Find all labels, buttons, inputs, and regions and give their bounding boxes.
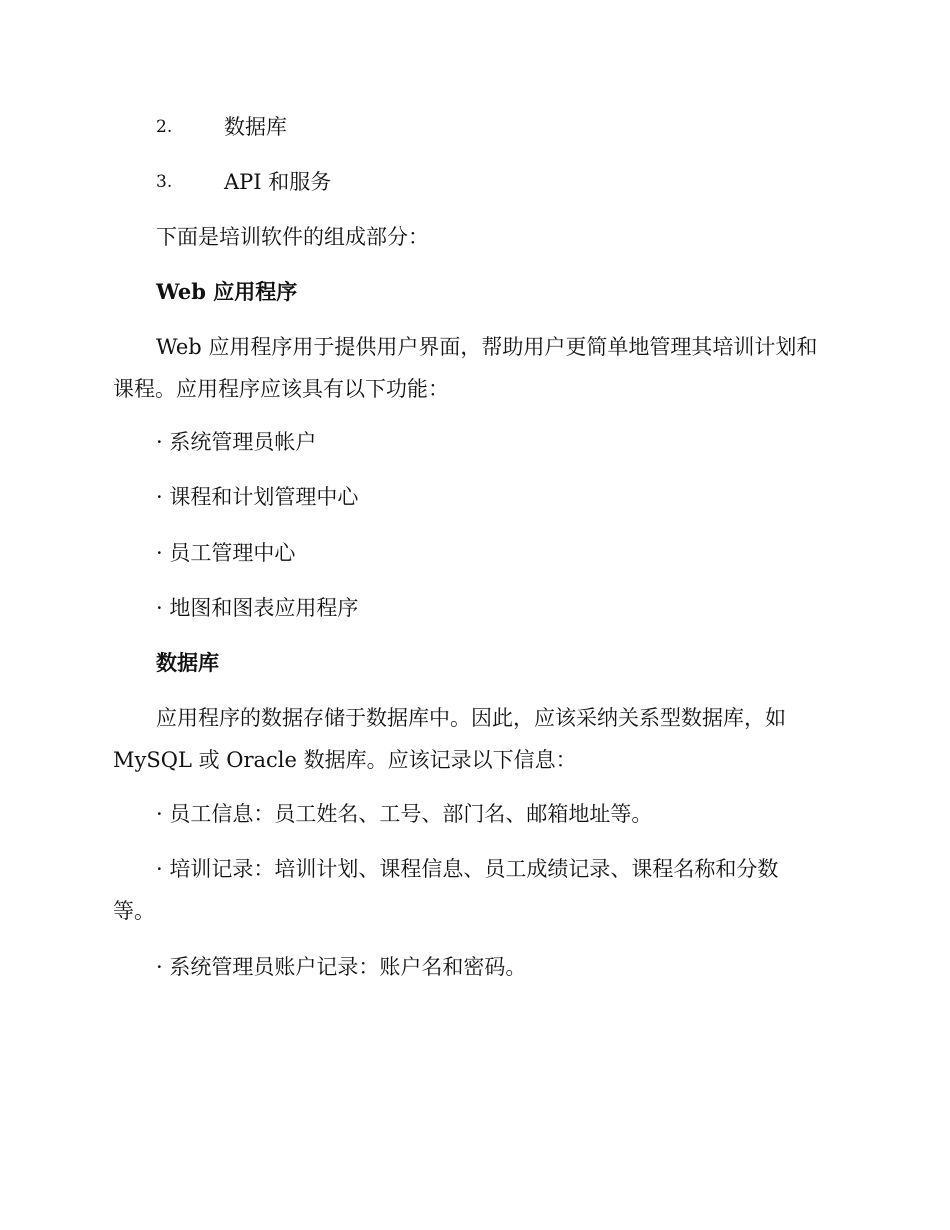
item-number: 3.: [156, 172, 173, 192]
item-number: 2.: [156, 117, 173, 137]
bullet-item: · 地图和图表应用程序: [156, 596, 359, 620]
item-text: 数据库: [224, 115, 287, 139]
bullet-item: · 系统管理员帐户: [156, 430, 317, 454]
bullet-item: · 系统管理员账户记录：账户名和密码。: [156, 955, 527, 979]
bullet-item-continuation: 等。: [113, 899, 155, 923]
item-text: API 和服务: [224, 170, 332, 194]
section-heading-web-app: Web 应用程序: [156, 279, 298, 304]
section-heading-database: 数据库: [156, 650, 219, 675]
paragraph-line: 应用程序的数据存储于数据库中。因此，应该采纳关系型数据库，如: [156, 706, 786, 730]
bullet-item: · 员工信息：员工姓名、工号、部门名、邮箱地址等。: [156, 802, 653, 826]
bullet-item: · 员工管理中心: [156, 541, 296, 565]
paragraph-line: Web 应用程序用于提供用户界面，帮助用户更简单地管理其培训计划和: [156, 335, 818, 359]
bullet-item: · 培训记录：培训计划、课程信息、员工成绩记录、课程名称和分数: [156, 857, 779, 881]
paragraph-line: 课程。应用程序应该具有以下功能：: [113, 377, 449, 401]
paragraph-line: MySQL 或 Oracle 数据库。应该记录以下信息：: [113, 748, 577, 772]
intro-text: 下面是培训软件的组成部分：: [156, 225, 429, 249]
bullet-item: · 课程和计划管理中心: [156, 485, 359, 509]
